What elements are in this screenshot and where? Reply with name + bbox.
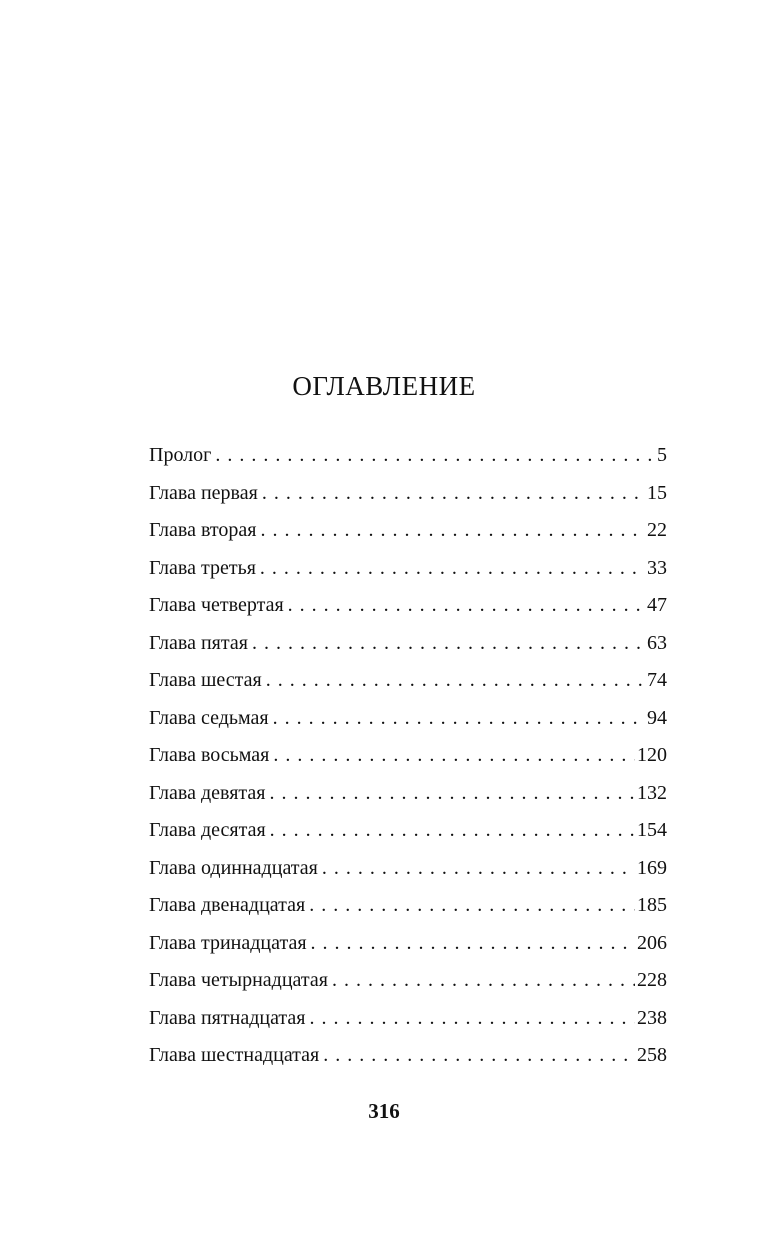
toc-list <box>149 437 667 1075</box>
toc-page-number: 169 <box>637 856 667 879</box>
dot-leader <box>252 625 645 663</box>
toc-chapter-title: Глава пятая <box>149 631 248 654</box>
toc-page-number: 33 <box>647 556 667 579</box>
toc-entry <box>149 550 667 588</box>
dot-leader <box>273 700 645 738</box>
dot-leader <box>309 887 635 925</box>
toc-page-number: 94 <box>647 706 667 729</box>
toc-page-number: 74 <box>647 669 667 691</box>
toc-chapter-title: Глава одиннадцатая <box>149 856 318 879</box>
toc-page-number: 258 <box>637 1044 667 1066</box>
toc-page-number: 206 <box>637 931 667 954</box>
dot-leader <box>266 662 645 700</box>
toc-chapter-title: Глава шестнадцатая <box>149 1044 320 1066</box>
toc-chapter-title: Глава девятая <box>149 781 266 804</box>
dot-leader <box>322 850 635 888</box>
toc-entry <box>149 737 667 775</box>
dot-leader <box>270 812 635 850</box>
toc-entry <box>149 437 667 475</box>
toc-entry <box>149 887 667 925</box>
toc-chapter-title: Глава тринадцатая <box>149 931 307 954</box>
dot-leader <box>288 587 645 625</box>
toc-title: ОГЛАВЛЕНИЕ <box>292 371 476 401</box>
toc-entry <box>149 1000 667 1038</box>
toc-page-number: 185 <box>637 894 667 916</box>
toc-chapter-title: Глава четырнадцатая <box>149 969 328 991</box>
dot-leader <box>260 512 645 550</box>
toc-entry <box>149 512 667 550</box>
toc-chapter-title: Глава восьмая <box>149 744 270 766</box>
toc-page-number: 228 <box>637 969 667 991</box>
toc-page-number: 5 <box>657 444 667 466</box>
toc-chapter-title: Глава четвертая <box>149 594 284 616</box>
dot-leader <box>310 1000 636 1038</box>
dot-leader <box>215 437 655 475</box>
toc-chapter-title: Пролог <box>149 444 212 466</box>
toc-page-number: 154 <box>637 819 667 841</box>
toc-chapter-title: Глава пятнадцатая <box>149 1006 306 1029</box>
toc-chapter-title: Глава первая <box>149 481 258 504</box>
toc-entry <box>149 962 667 1000</box>
page-number: 316 <box>368 1099 400 1123</box>
toc-chapter-title: Глава третья <box>149 556 256 579</box>
toc-page-number: 238 <box>637 1006 667 1029</box>
toc-page-number: 47 <box>647 594 667 616</box>
toc-entry <box>149 850 667 888</box>
toc-chapter-title: Глава шестая <box>149 669 262 691</box>
toc-chapter-title: Глава седьмая <box>149 706 269 729</box>
toc-entry <box>149 700 667 738</box>
dot-leader <box>273 737 635 775</box>
dot-leader <box>262 475 645 513</box>
toc-entry <box>149 475 667 513</box>
toc-page-number: 63 <box>647 631 667 654</box>
dot-leader <box>311 925 635 963</box>
toc-chapter-title: Глава вторая <box>149 519 257 541</box>
toc-page-number: 22 <box>647 519 667 541</box>
toc-entry <box>149 587 667 625</box>
toc-page-number: 132 <box>637 781 667 804</box>
toc-entry <box>149 662 667 700</box>
toc-entry <box>149 1037 667 1075</box>
dot-leader <box>260 550 645 588</box>
toc-page-number: 15 <box>647 481 667 504</box>
dot-leader <box>323 1037 635 1075</box>
dot-leader <box>332 962 635 1000</box>
toc-page-number: 120 <box>637 744 667 766</box>
toc-entry <box>149 925 667 963</box>
toc-entry <box>149 625 667 663</box>
toc-chapter-title: Глава двенадцатая <box>149 894 306 916</box>
toc-entry <box>149 812 667 850</box>
dot-leader <box>269 775 635 813</box>
toc-entry <box>149 775 667 813</box>
toc-chapter-title: Глава десятая <box>149 819 266 841</box>
